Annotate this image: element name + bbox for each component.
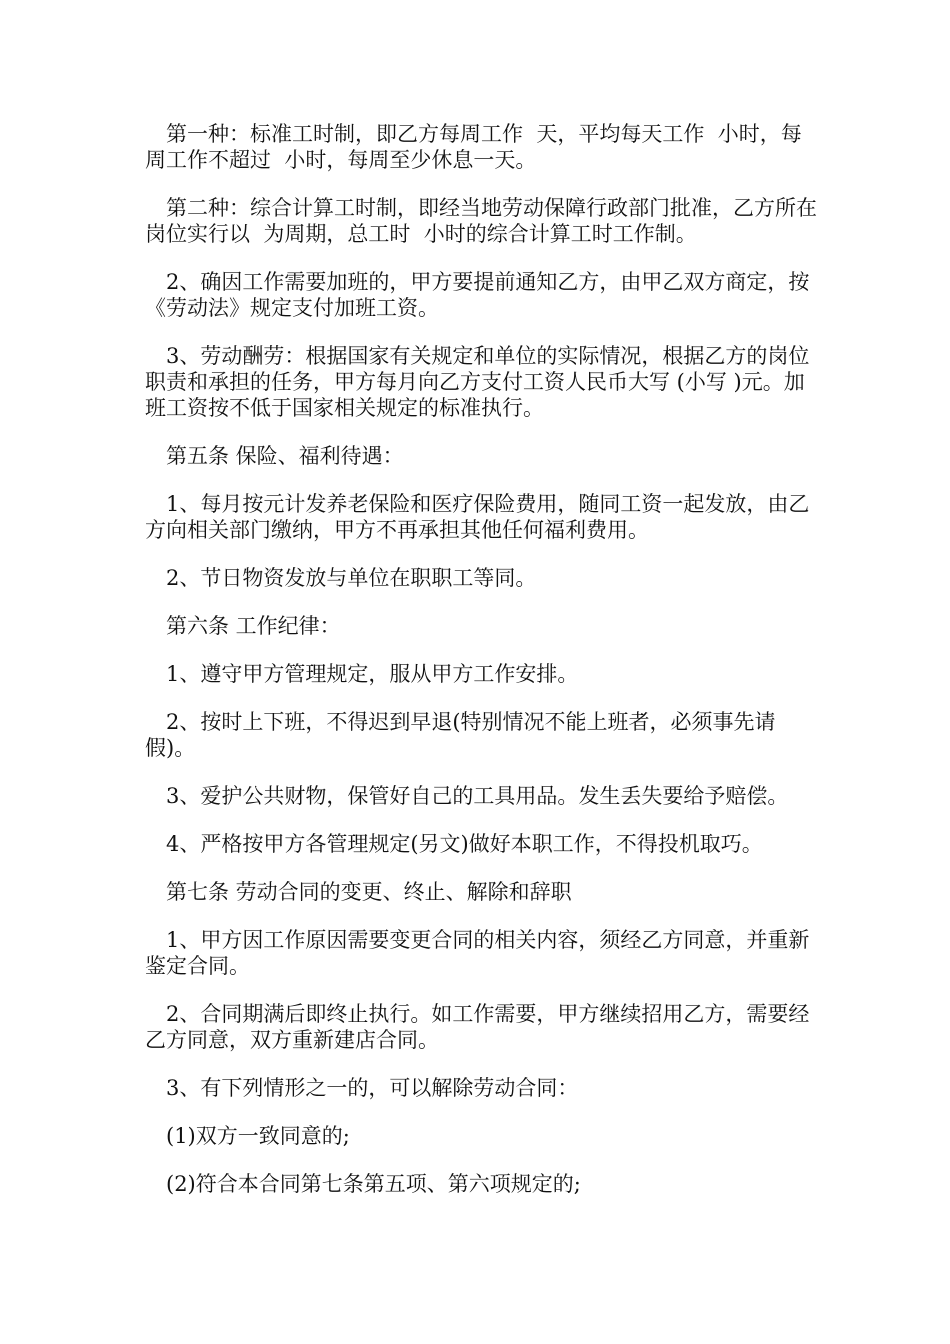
paragraph-comprehensive-hours: 第二种：综合计算工时制，即经当地劳动保障行政部门批准，乙方所在岗位实行以 为周期，总工时 小时的综合计算工时工作制。: [145, 196, 817, 246]
heading-article-7: 第七条 劳动合同的变更、终止、解除和辞职: [166, 880, 572, 904]
paragraph-discipline-4: 4、严格按甲方各管理规定(另文)做好本职工作，不得投机取巧。: [166, 832, 763, 856]
paragraph-insurance: 1、每月按元计发养老保险和医疗保险费用，随同工资一起发放，由乙方向相关部门缴纳，甲方不再承担其他任何福利费用。: [145, 492, 810, 542]
document-page: [145, 121, 817, 1219]
paragraph-standard-hours: 第一种：标准工时制，即乙方每周工作 天，平均每天工作 小时，每周工作不超过 小时，每周至少休息一天。: [145, 122, 802, 172]
paragraph-remuneration: 3、劳动酬劳：根据国家有关规定和单位的实际情况，根据乙方的岗位职责和承担的任务，甲方每月向乙方支付工资人民币大写 (小写 )元。加班工资按不低于国家相关规定的标准执行。: [145, 344, 810, 420]
paragraph-holiday-goods: 2、节日物资发放与单位在职职工等同。: [166, 566, 537, 590]
paragraph-discipline-3: 3、爱护公共财物，保管好自己的工具用品。发生丢失要给予赔偿。: [166, 784, 789, 808]
paragraph-contract-expiry: 2、合同期满后即终止执行。如工作需要，甲方继续招用乙方，需要经乙方同意，双方重新建店合同。: [145, 1002, 810, 1052]
heading-article-6: 第六条 工作纪律：: [166, 614, 341, 638]
list-item-termination-1: (1)双方一致同意的;: [166, 1124, 350, 1148]
list-item-termination-2: (2)符合本合同第七条第五项、第六项规定的;: [166, 1172, 581, 1196]
paragraph-discipline-2: 2、按时上下班，不得迟到早退(特别情况不能上班者，必须事先请假)。: [145, 710, 776, 760]
heading-article-5: 第五条 保险、福利待遇：: [166, 444, 404, 468]
paragraph-overtime: 2、确因工作需要加班的，甲方要提前通知乙方，由甲乙双方商定，按《劳动法》规定支付加班工资。: [145, 270, 810, 320]
paragraph-discipline-1: 1、遵守甲方管理规定，服从甲方工作安排。: [166, 662, 579, 686]
paragraph-termination-conditions: 3、有下列情形之一的，可以解除劳动合同：: [166, 1076, 579, 1100]
paragraph-contract-change: 1、甲方因工作原因需要变更合同的相关内容，须经乙方同意，并重新鉴定合同。: [145, 928, 810, 978]
